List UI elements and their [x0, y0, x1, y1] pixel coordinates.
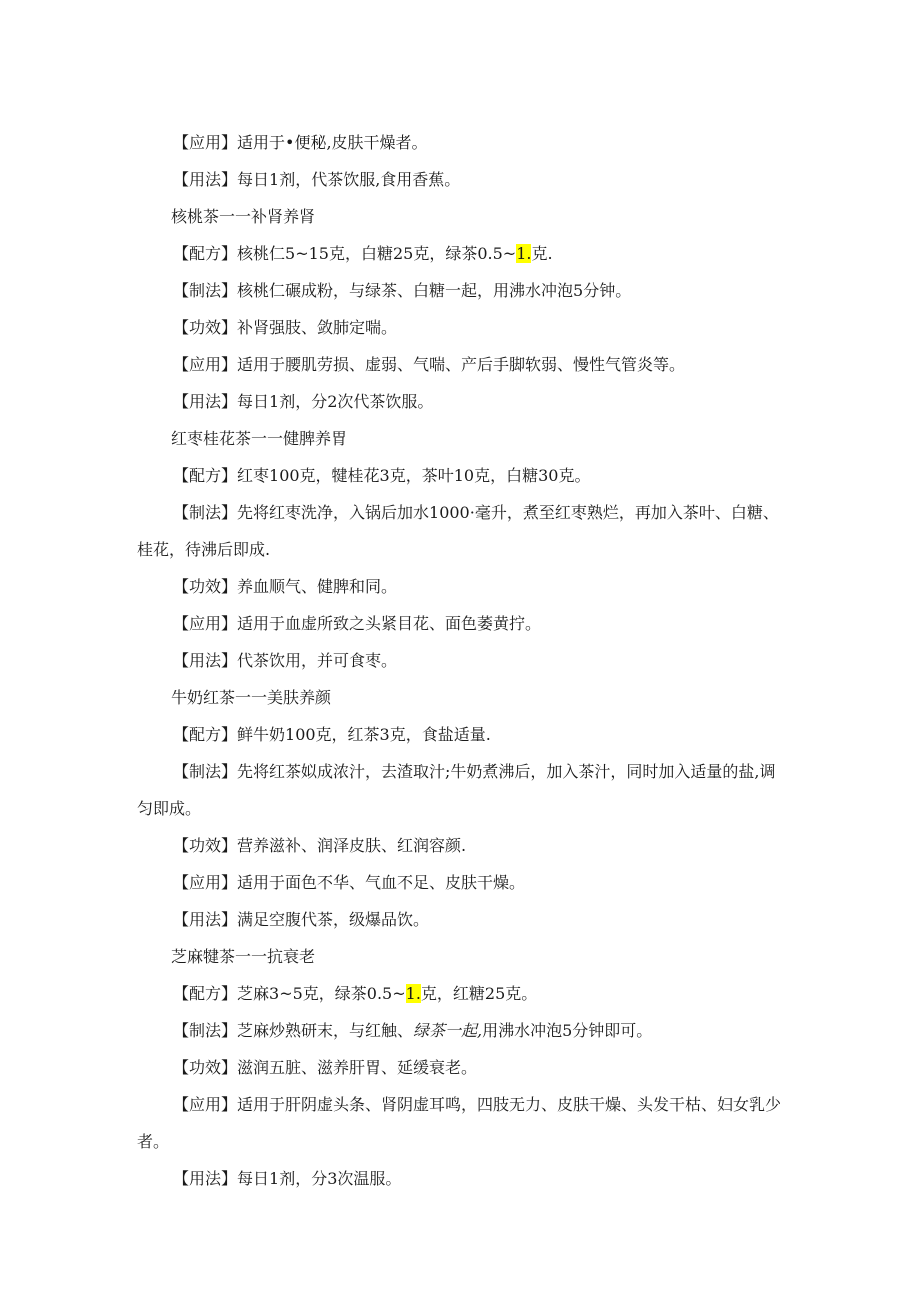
entry-label: 【制法】 — [173, 281, 238, 300]
entry-label: 【配方】 — [173, 466, 238, 485]
entry-formula — [137, 716, 787, 753]
entry-effect — [137, 309, 787, 346]
entry-text: 芝麻3~5克，绿茶0.5~ — [237, 984, 406, 1003]
entry-text: 适用于肝阴虚头条、肾阴虚耳鸣，四肢无力、皮肤干燥、头发干枯、妇女乳少者。 — [137, 1095, 782, 1151]
entry-label: 【功效】 — [173, 836, 238, 855]
entry-label: 【应用】 — [173, 614, 238, 633]
entry-preparation — [137, 1012, 787, 1049]
entry-formula — [137, 235, 787, 272]
entry-usage — [137, 901, 787, 938]
entry-label: 【功效】 — [173, 1058, 238, 1077]
entry-label: 【功效】 — [173, 318, 238, 337]
entry-text: 适用于腰肌劳损、虚弱、气喘、产后手脚软弱、慢性气管炎等。 — [237, 355, 686, 374]
entry-text: 先将红枣洗净，入锅后加水1000·毫升，煮至红枣熟烂，再加入茶叶、白糖、桂花，待沸后即成. — [137, 503, 779, 559]
entry-apply — [137, 864, 787, 901]
entry-label: 【制法】 — [173, 503, 238, 522]
italic-text: 绿茶一起, — [413, 1021, 483, 1040]
entry-label: 【制法】 — [173, 762, 238, 781]
entry-text: 先将红茶姒成浓汁，去渣取汁;牛奶煮沸后，加入茶汁，同时加入适量的盐,调匀即成。 — [137, 762, 776, 818]
recipe-heading-milk-black-tea: 牛奶红茶一一美肤养颜 — [171, 688, 332, 707]
entry-text: 适用于•便秘,皮肤干燥者。 — [237, 133, 428, 152]
entry-label: 【用法】 — [173, 1169, 238, 1188]
entry-text-after: 克，红糖25克。 — [420, 984, 538, 1003]
entry-label: 【应用】 — [173, 355, 238, 374]
highlighted-text: 1. — [516, 244, 532, 263]
entry-usage — [137, 1160, 787, 1197]
entry-text: 代茶饮用，并可食枣。 — [237, 651, 398, 670]
entry-text: 红枣100克，犍桂花3克，茶叶10克，白糖30克。 — [237, 466, 591, 485]
highlighted-text: 1. — [405, 984, 421, 1003]
entry-label: 【用法】 — [173, 651, 238, 670]
entry-formula — [137, 975, 787, 1012]
recipe-heading-sesame-tea: 芝麻犍茶一一抗衰老 — [171, 947, 316, 966]
entry-label: 【用法】 — [173, 392, 238, 411]
entry-label: 【用法】 — [173, 170, 238, 189]
entry-label: 【配方】 — [173, 725, 238, 744]
entry-text: 补肾强肢、敛肺定喘。 — [237, 318, 398, 337]
entry-text: 每日1剂，代茶饮服,食用香蕉。 — [237, 170, 461, 189]
entry-label: 【配方】 — [173, 244, 238, 263]
entry-preparation — [137, 494, 787, 568]
entry-text: 核桃仁碾成粉，与绿茶、白糖一起，用沸水冲泡5分钟。 — [237, 281, 632, 300]
entry-text: 芝麻炒熟研末，与红触、 — [237, 1021, 414, 1040]
entry-label: 【制法】 — [173, 1021, 238, 1040]
entry-preparation — [137, 753, 787, 827]
entry-text: 营养滋补、润泽皮肤、红润容颜. — [237, 836, 467, 855]
entry-usage — [137, 383, 787, 420]
entry-text: 满足空腹代茶，级爆品饮。 — [237, 910, 430, 929]
document-body — [137, 124, 787, 1197]
entry-formula — [137, 457, 787, 494]
entry-usage — [137, 161, 787, 198]
entry-apply — [137, 1086, 787, 1160]
entry-text: 核桃仁5~15克，白糖25克，绿茶0.5~ — [237, 244, 517, 263]
entry-usage — [137, 642, 787, 679]
entry-apply — [137, 605, 787, 642]
entry-label: 【应用】 — [173, 1095, 238, 1114]
entry-text-after: 克. — [531, 244, 553, 263]
entry-label: 【用法】 — [173, 910, 238, 929]
entry-text: 养血顺气、健脾和同。 — [237, 577, 398, 596]
entry-text-after: 用沸水冲泡5分钟即可。 — [482, 1021, 653, 1040]
recipe-heading-walnut-tea: 核桃茶一一补肾养肾 — [171, 207, 316, 226]
entry-text: 滋润五脏、滋养肝胃、延缓衰老。 — [237, 1058, 478, 1077]
entry-effect — [137, 568, 787, 605]
entry-effect — [137, 1049, 787, 1086]
entry-apply — [137, 124, 787, 161]
entry-preparation — [137, 272, 787, 309]
entry-effect — [137, 827, 787, 864]
entry-label: 【应用】 — [173, 873, 238, 892]
entry-label: 【配方】 — [173, 984, 238, 1003]
entry-text: 适用于面色不华、气血不足、皮肤干燥。 — [237, 873, 526, 892]
entry-label: 【功效】 — [173, 577, 238, 596]
recipe-heading-jujube-osmanthus-tea: 红枣桂花茶一一健脾养胃 — [171, 429, 348, 448]
entry-text: 鲜牛奶100克，红茶3克，食盐适量. — [237, 725, 491, 744]
entry-text: 适用于血虚所致之头紧目花、面色萎黄拧。 — [237, 614, 542, 633]
entry-label: 【应用】 — [173, 133, 238, 152]
entry-text: 每日1剂，分3次温服。 — [237, 1169, 402, 1188]
entry-apply — [137, 346, 787, 383]
entry-text: 每日1剂，分2次代茶饮服。 — [237, 392, 434, 411]
